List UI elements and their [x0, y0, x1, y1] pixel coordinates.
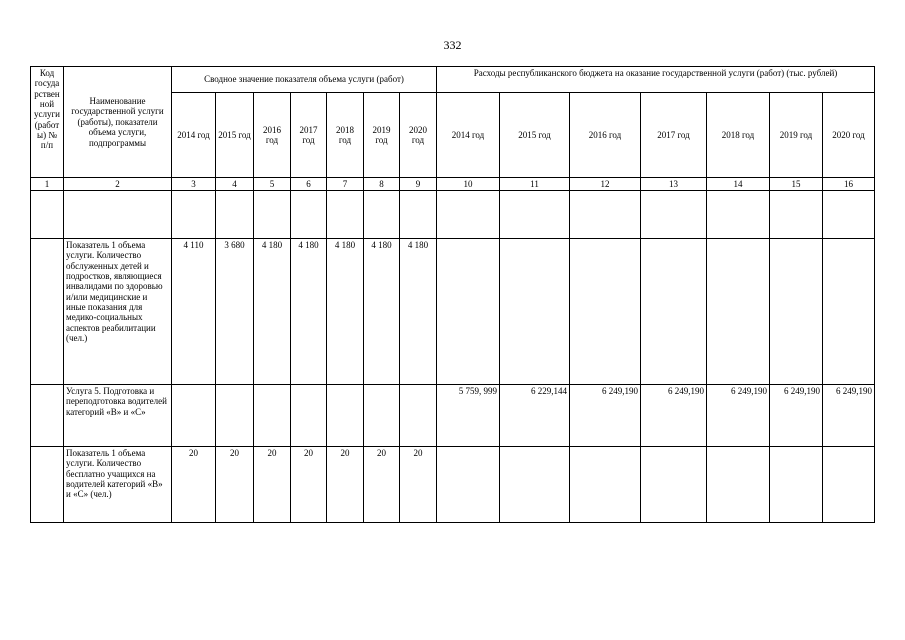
column-number: 12 [570, 178, 641, 191]
expense-cell [500, 239, 570, 385]
column-number: 2 [64, 178, 172, 191]
volume-cell [254, 385, 291, 447]
column-number: 8 [364, 178, 400, 191]
volume-cell: 4 110 [172, 239, 216, 385]
expense-cell [437, 447, 500, 523]
row-code [31, 239, 64, 385]
expense-cell [570, 447, 641, 523]
header-expense-year: 2017 год [641, 93, 707, 178]
header-volume-group: Сводное значение показателя объема услуги (работ) [172, 67, 437, 93]
header-code: Код госуда рствен ной услуги (работ ы) № п/п [31, 67, 64, 178]
expense-cell [437, 239, 500, 385]
volume-cell [172, 385, 216, 447]
column-number: 6 [291, 178, 327, 191]
table-row [31, 239, 875, 385]
row-name [64, 191, 172, 239]
volume-cell: 20 [364, 447, 400, 523]
expense-cell [641, 239, 707, 385]
header-expense-year: 2020 год [823, 93, 875, 178]
volume-cell: 4 180 [254, 239, 291, 385]
volume-cell: 20 [400, 447, 437, 523]
column-number: 7 [327, 178, 364, 191]
expense-cell: 6 249,190 [570, 385, 641, 447]
column-number-row [31, 178, 875, 191]
row-code [31, 385, 64, 447]
expense-cell [641, 191, 707, 239]
volume-cell: 4 180 [364, 239, 400, 385]
volume-cell: 4 180 [400, 239, 437, 385]
expense-cell [570, 239, 641, 385]
table-row [31, 385, 875, 447]
expense-cell: 6 249,190 [707, 385, 770, 447]
volume-cell: 20 [216, 447, 254, 523]
volume-cell [364, 385, 400, 447]
expense-cell: 6 249,190 [770, 385, 823, 447]
volume-cell: 3 680 [216, 239, 254, 385]
volume-cell [327, 191, 364, 239]
expense-cell [500, 191, 570, 239]
expense-cell [707, 191, 770, 239]
column-number: 15 [770, 178, 823, 191]
header-expense-year: 2019 год [770, 93, 823, 178]
volume-cell: 20 [291, 447, 327, 523]
header-volume-year: 2017 год [291, 93, 327, 178]
page-number: 332 [443, 38, 462, 52]
expense-cell [707, 239, 770, 385]
volume-cell [291, 385, 327, 447]
volume-cell [172, 191, 216, 239]
header-volume-year: 2014 год [172, 93, 216, 178]
table-row [31, 191, 875, 239]
expense-cell: 5 759, 999 [437, 385, 500, 447]
column-number: 16 [823, 178, 875, 191]
header-expense-year: 2015 год [500, 93, 570, 178]
row-name: Показатель 1 объема услуги. Количество бесплатно учащихся на водителей категорий «В» и «С» (чел.) [64, 447, 172, 523]
header-volume-year: 2019 год [364, 93, 400, 178]
header-expense-year: 2014 год [437, 93, 500, 178]
expense-cell [707, 447, 770, 523]
volume-cell [254, 191, 291, 239]
volume-cell [364, 191, 400, 239]
volume-cell [216, 385, 254, 447]
expense-cell [823, 447, 875, 523]
header-expense-group: Расходы республиканского бюджета на оказание государственной услуги (работ) (тыс. рублей) [437, 67, 875, 93]
row-name: Услуга 5. Подготовка и переподготовка водителей категорий «В» и «С» [64, 385, 172, 447]
volume-cell [327, 385, 364, 447]
row-code [31, 191, 64, 239]
header-volume-year: 2016 год [254, 93, 291, 178]
expense-cell [570, 191, 641, 239]
row-code [31, 447, 64, 523]
expense-cell [770, 191, 823, 239]
column-number: 5 [254, 178, 291, 191]
expense-cell: 6 229,144 [500, 385, 570, 447]
expense-cell [437, 191, 500, 239]
expense-cell [500, 447, 570, 523]
column-number: 10 [437, 178, 500, 191]
volume-cell: 20 [254, 447, 291, 523]
column-number: 1 [31, 178, 64, 191]
expense-cell: 6 249,190 [641, 385, 707, 447]
volume-cell: 20 [327, 447, 364, 523]
expense-cell [770, 447, 823, 523]
column-number: 9 [400, 178, 437, 191]
expense-cell: 6 249,190 [823, 385, 875, 447]
column-number: 14 [707, 178, 770, 191]
header-volume-year: 2018 год [327, 93, 364, 178]
volume-cell: 20 [172, 447, 216, 523]
expense-cell [823, 239, 875, 385]
header-expense-year: 2016 год [570, 93, 641, 178]
volume-cell [400, 191, 437, 239]
expense-cell [823, 191, 875, 239]
column-number: 3 [172, 178, 216, 191]
column-number: 4 [216, 178, 254, 191]
header-name: Наименование государственной услуги (работы), показатели объема услуги, подпрограммы [64, 67, 172, 178]
volume-cell [216, 191, 254, 239]
expense-cell [770, 239, 823, 385]
volume-cell [400, 385, 437, 447]
column-number: 11 [500, 178, 570, 191]
column-number: 13 [641, 178, 707, 191]
volume-cell: 4 180 [327, 239, 364, 385]
expense-cell [641, 447, 707, 523]
budget-table [30, 66, 875, 523]
row-name: Показатель 1 объема услуги. Количество обслуженных детей и подростков, являющиеся инвалидами по здоровью и/или медицинские и иные показания для медико-социальных аспектов реабилитации (чел.) [64, 239, 172, 385]
header-volume-year: 2015 год [216, 93, 254, 178]
volume-cell [291, 191, 327, 239]
header-volume-year: 2020 год [400, 93, 437, 178]
header-expense-year: 2018 год [707, 93, 770, 178]
table-row [31, 447, 875, 523]
volume-cell: 4 180 [291, 239, 327, 385]
